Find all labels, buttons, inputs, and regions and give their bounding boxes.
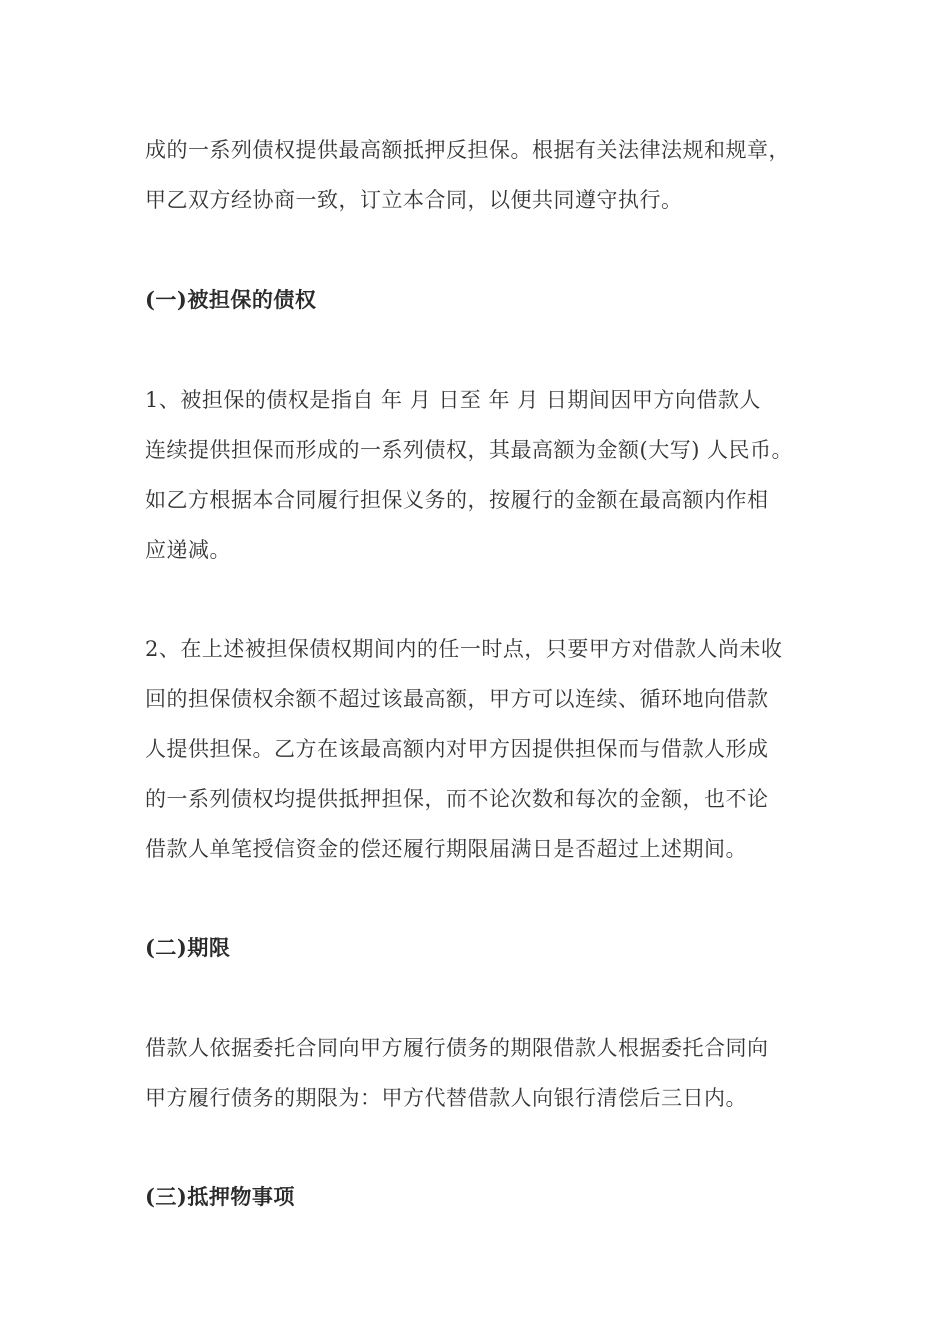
section-1-para-2-line-1: 2、在上述被担保债权期间内的任一时点，只要甲方对借款人尚未收 (145, 637, 783, 661)
section-1-para-1-line-1: 1、被担保的债权是指自 年 月 日至 年 月 日期间因甲方向借款人 (145, 388, 761, 412)
section-1-para-1-line-4: 应递减。 (145, 538, 231, 562)
section-3-heading: (三)抵押物事项 (145, 1184, 295, 1209)
section-2-heading: (二)期限 (145, 935, 231, 960)
intro-line-1: 成的一系列债权提供最高额抵押反担保。根据有关法律法规和规章， (145, 138, 790, 162)
section-1-para-2-line-5: 借款人单笔授信资金的偿还履行期限届满日是否超过上述期间。 (145, 837, 747, 861)
section-1-para-1-line-3: 如乙方根据本合同履行担保义务的，按履行的金额在最高额内作相 (145, 488, 769, 512)
intro-line-2: 甲乙双方经协商一致，订立本合同，以便共同遵守执行。 (145, 188, 683, 212)
section-2-para-line-2: 甲方履行债务的期限为：甲方代替借款人向银行清偿后三日内。 (145, 1086, 747, 1110)
section-2-para-line-1: 借款人依据委托合同向甲方履行债务的期限借款人根据委托合同向 (145, 1036, 769, 1060)
section-1-para-1-line-2: 连续提供担保而形成的一系列债权，其最高额为金额(大写) 人民币。 (145, 438, 794, 462)
section-1-para-2-line-3: 人提供担保。乙方在该最高额内对甲方因提供担保而与借款人形成 (145, 737, 769, 761)
section-1-para-2-line-4: 的一系列债权均提供抵押担保，而不论次数和每次的金额，也不论 (145, 787, 769, 811)
section-1-heading: (一)被担保的债权 (145, 287, 317, 312)
section-1-para-2-line-2: 回的担保债权余额不超过该最高额，甲方可以连续、循环地向借款 (145, 687, 769, 711)
